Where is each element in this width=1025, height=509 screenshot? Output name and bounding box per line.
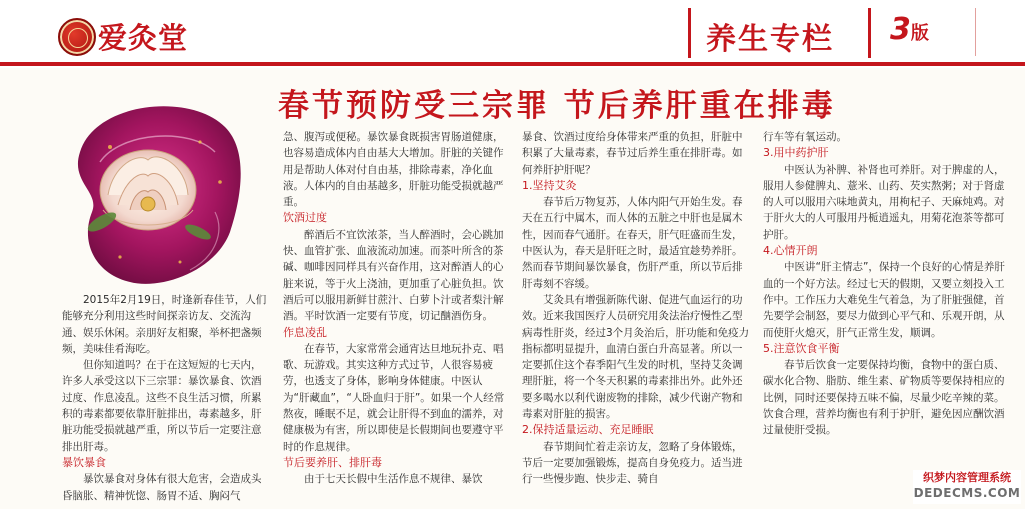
paragraph-continued: 急、腹泻或便秘。暴饮暴食既损害胃肠道健康，也容易造成体内自由基大大增加。肝脏的关键作用是帮助人体对付自由基，排除毒素，净化血液。人体内的自由基越多，肝脏功能受损就越严重。 (283, 131, 504, 209)
paragraph: 暴饮暴食对身体有很大危害，会造成头昏脑胀、精神恍惚、肠胃不适、胸闷气 (62, 473, 262, 502)
section-heading: 3.用中药护肝 (763, 146, 829, 160)
section-heading: 节后要养肝、排肝毒 (283, 455, 382, 469)
paragraph: 春节后饮食一定要保持均衡，食物中的蛋白质、碳水化合物、脂肪、维生素、矿物质等要保持相应的比例，同时还要保持五味不偏，尽量少吃辛辣的菜。饮食合理，营养均衡也有利于护肝，避免因应酬饮酒过量使肝受损。 (763, 359, 1005, 437)
page-number-value: 3 (890, 12, 911, 47)
paragraph: 由于七天长假中生活作息不规律、暴饮 (304, 473, 483, 486)
paragraph-continued: 行车等有氧运动。 (763, 131, 847, 143)
paragraph: 艾灸具有增强新陈代谢、促进气血运行的功效。近来我国医疗人员研究用灸法治疗慢性乙型病毒性肝炎，经过3个月灸治后，肝功能和免疫力指标都明显提升，血清白蛋白升高显著。所以一定要抓住这个春季阳气生发的时机，坚持艾灸调理肝脏，将一个冬天积累的毒素排出外。此外还要多喝水以利代谢废物的排除，减少代谢产物和毒素对肝脏的损害。 (522, 293, 750, 421)
masthead (0, 0, 1025, 68)
paragraph: 但你知道吗？在于在这短短的七天内，许多人承受这以下三宗罪：暴饮暴食、饮酒过度、作息凌乱。这些不良生活习惯，所累积的毒素都要依靠肝脏排出，毒素越多，肝脏功能受损就越严重，所以节后一定要注意排出肝毒。 (62, 359, 262, 453)
section-heading: 2.保持适量运动、充足睡眠 (522, 423, 654, 437)
paragraph: 醉酒后不宜饮浓茶，当人醉酒时，会心跳加快、血管扩张、血液流动加速。而茶叶所含的茶碱、咖啡因同样具有兴奋作用，这对醉酒人的心脏来说，等于火上浇油，更加重了心脏负担。饮酒后可以服用新鲜甘蔗汁、白萝卜汁或者梨汁解酒。平时饮酒一定要有节度，切记酗酒伤身。 (283, 228, 504, 323)
paragraph: 春节期间忙着走亲访友，忽略了身体锻炼，节后一定要加强锻炼，提高自身免疫力。适当进行一些慢步跑、快步走、骑自 (522, 440, 743, 486)
watermark-en: DEDECMS.COM (913, 486, 1021, 500)
watermark-cn: 织梦内容管理系统 (923, 471, 1011, 484)
masthead-rule (0, 62, 1025, 66)
article-column-2 (283, 129, 508, 488)
page-tab-decoration (975, 8, 1016, 56)
masthead-divider (868, 8, 871, 58)
paragraph: 中医认为补脾、补肾也可养肝。对于脾虚的人，服用人参健脾丸、薏米、山药、芡实熬粥；对于肾虚的人可以服用六味地黄丸，用枸杞子、天麻炖鸡。对于肝火大的人可服用丹栀逍遥丸，用菊花泡茶等都可护肝。 (763, 163, 1005, 241)
page-number-unit: 版 (910, 23, 929, 44)
paragraph: 在春节，大家常常会通宵达旦地玩扑克、唱歌、玩游戏。其实这种方式过节，人很容易疲劳，也透支了身体，影响身体健康。中医认为“肝藏血”，“人卧血归于肝”。如果一个人经常熬夜，睡眠不足，就会让肝得不到血的濡养，对健康极为有害，所以即使是长假期间也要遵守平时的作息规律。 (283, 342, 505, 453)
section-heading: 4.心情开朗 (763, 244, 818, 258)
paragraph-continued: 暴食、饮酒过度给身体带来严重的负担，肝脏中积累了大量毒素，春节过后养生重在排肝毒。如何养肝护肝呢？ (522, 131, 743, 176)
article-column-1 (62, 292, 267, 504)
article-column-4 (763, 129, 1008, 439)
masthead-divider (688, 8, 691, 58)
section-heading: 5.注意饮食平衡 (763, 341, 840, 355)
paragraph: 春节后万物复苏，人体内阳气开始生发。春天在五行中属木，而人体的五脏之中肝也是属木性，因而春气通肝。在春天，肝气旺盛而生发，中医认为，春天是肝旺之时，最适宜趁势养肝。然而春节期间暴饮暴食，伤肝严重，所以节后排肝毒刻不容缓。 (522, 196, 743, 290)
logo-text: 爱灸堂 (98, 21, 189, 55)
peony-flower-illustration (40, 92, 250, 292)
page-number (890, 12, 929, 47)
logo-seal-icon (58, 18, 96, 56)
column-name: 养生专栏 (706, 22, 834, 57)
section-heading: 1.坚持艾灸 (522, 178, 577, 192)
section-heading: 饮酒过度 (283, 211, 327, 225)
section-heading: 暴饮暴食 (62, 455, 106, 469)
watermark (913, 470, 1021, 504)
paragraph: 中医讲“肝主情志”，保持一个良好的心情是养肝血的一个好方法。经过七天的假期，又要立刻投入工作中。工作压力大难免生气着急，为了肝脏强健，首先要学会制怒，要尽力做到心平气和、乐观开朗，从而使肝火熄灭，肝气正常生发，顺调。 (763, 261, 1005, 339)
paragraph: 2015年2月19日，时逢新春佳节，人们能够充分利用这些时间探亲访友、交流沟通、娱乐休闲。亲朋好友相聚，举杯把盏频频，美味佳肴海吃。 (62, 294, 267, 355)
article-column-3 (522, 129, 750, 488)
headline: 春节预防受三宗罪 节后养肝重在排毒 (278, 88, 836, 124)
section-heading: 作息凌乱 (283, 325, 327, 339)
